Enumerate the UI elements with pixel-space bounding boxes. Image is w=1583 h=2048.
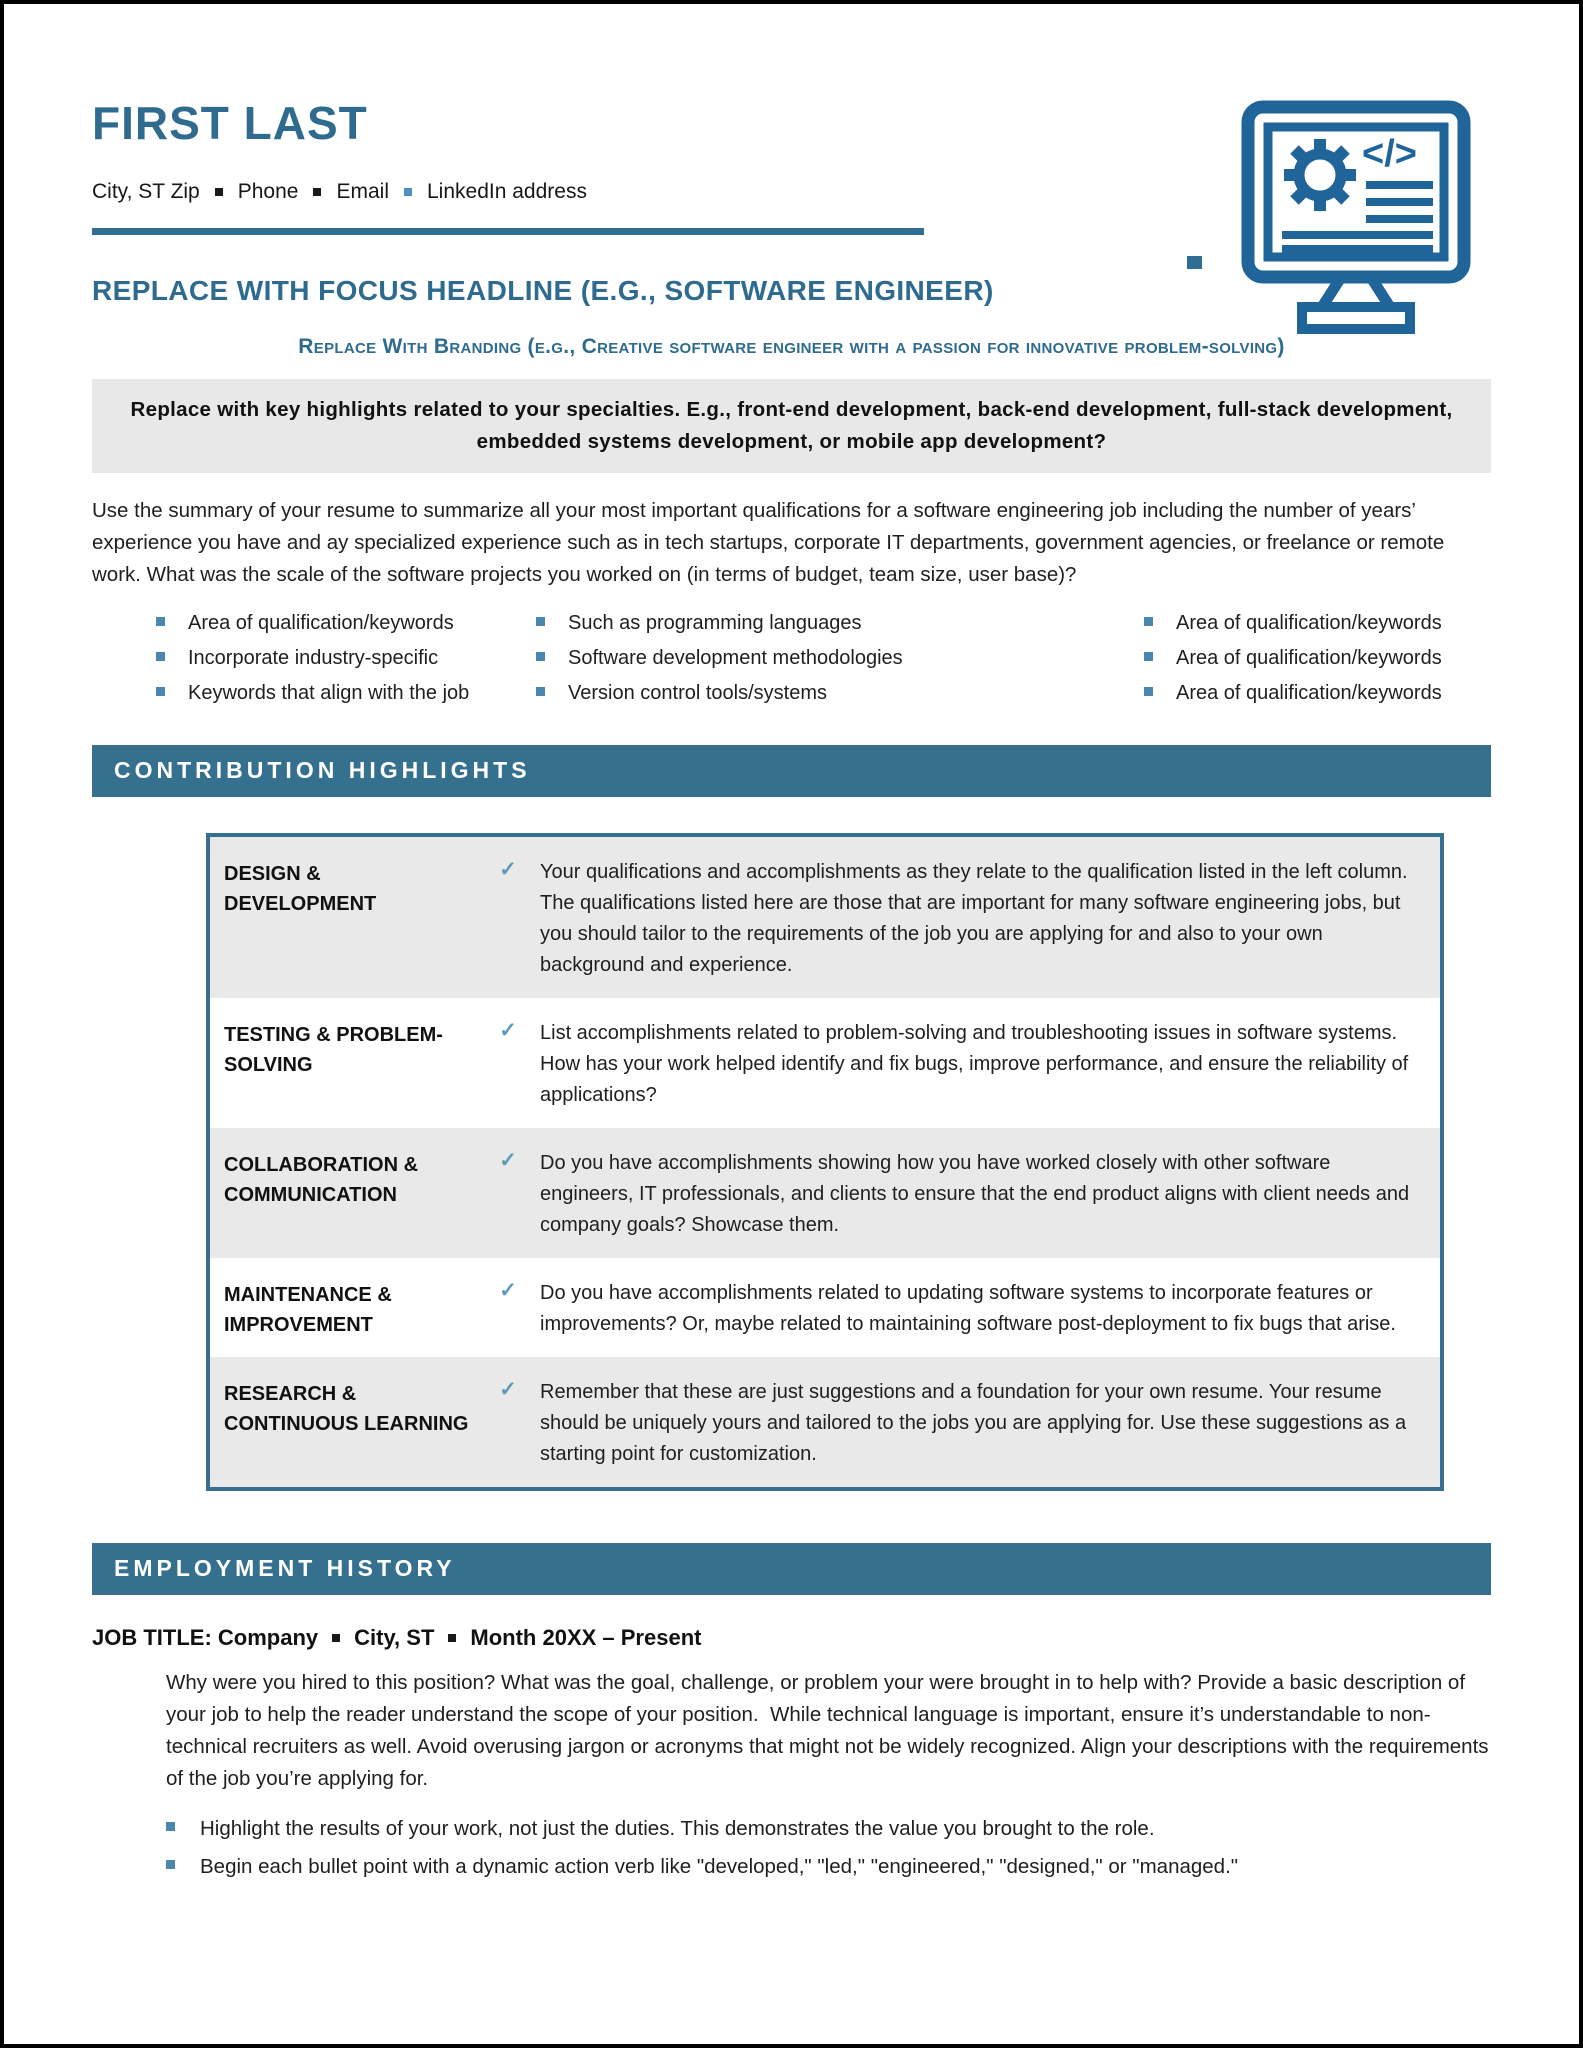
contact-email: Email [336, 180, 389, 203]
contact-phone: Phone [237, 180, 299, 203]
square-separator-icon [313, 188, 321, 196]
list-item [156, 680, 536, 706]
bullet-square-icon [156, 652, 165, 661]
square-separator-icon [332, 1634, 340, 1642]
row-description: Do you have accomplishments related to updating software systems to incorporate features or improvements? Or, maybe related to maintaining software post-deployment to fix bugs that arise. [540, 1281, 1396, 1335]
bullet-square-icon [1144, 652, 1153, 661]
keyword-text: Such as programming languages [568, 611, 862, 634]
keyword-text: Area of qualification/keywords [1176, 646, 1442, 669]
list-item [156, 645, 536, 671]
bullet-square-icon [1144, 687, 1153, 696]
keyword-column [1144, 610, 1491, 715]
list-item [156, 610, 536, 636]
bullet-text: Highlight the results of your work, not just the duties. This demonstrates the value you brought to the role. [200, 1817, 1155, 1841]
keyword-text: Keywords that align with the job [188, 681, 470, 704]
square-separator-icon [448, 1634, 456, 1642]
list-item [1144, 680, 1491, 706]
software-development-monitor-icon [1240, 99, 1472, 339]
bullet-square-icon [536, 617, 545, 626]
bullet-square-icon [156, 687, 165, 696]
row-description: Do you have accomplishments showing how you have worked closely with other software engineers, IT professionals, and clients to ensure that the end product aligns with client needs and company goals? Showcase them. [540, 1151, 1410, 1236]
section-header-employment-history: EMPLOYMENT HISTORY [92, 1543, 1491, 1595]
bullet-square-icon [166, 1822, 175, 1831]
list-item [536, 645, 1144, 671]
job-dates: Month 20XX – Present [470, 1624, 702, 1650]
job-location: City, ST [354, 1624, 435, 1650]
list-item [166, 1815, 1491, 1843]
row-description: Your qualifications and accomplishments as they relate to the qualification listed in the left column. The qualifications listed here are those that are important for many software engineering jobs, but you should tailor to the requirements of the job you are applying for and also to your own background and experience. [540, 860, 1408, 976]
key-highlights-box: Replace with key highlights related to your specialties. E.g., front-end development, back-end development, full-stack development, embedded systems development, or mobile app development? [92, 379, 1491, 473]
job-description: Why were you hired to this position? What was the goal, challenge, or problem your were brought in to help with? Provide a basic description of your job to help the reader understand the scope of your position. While technical language is important, ensure it’s understandable to non-technical recruiters as well. Avoid overusing jargon or acronyms that might not be widely recognized. Align your descriptions with the requirements of the job you’re applying for. [166, 1670, 1495, 1791]
header-divider [92, 228, 924, 235]
keyword-text: Version control tools/systems [568, 681, 827, 704]
check-icon: ✓ [499, 1377, 517, 1401]
keyword-text: Software development methodologies [568, 646, 903, 669]
row-description: List accomplishments related to problem-solving and troubleshooting issues in software systems. How has your work helped identify and fix bugs, improve performance, and ensure the reliability of applications? [540, 1021, 1409, 1106]
keyword-text: Incorporate industry-specific [188, 646, 439, 669]
table-row [210, 837, 1440, 998]
job-title-company: JOB TITLE: Company [92, 1624, 319, 1650]
list-item [536, 610, 1144, 636]
branding-statement: Replace With Branding (e.g., Creative software engineer with a passion for innovative problem-solving) [298, 335, 1285, 358]
contact-city: City, ST Zip [92, 180, 200, 203]
list-item [1144, 610, 1491, 636]
section-header-contribution-highlights: CONTRIBUTION HIGHLIGHTS [92, 745, 1491, 797]
check-icon: ✓ [499, 1278, 517, 1302]
bullet-square-icon [536, 652, 545, 661]
job-title-line [92, 1625, 1491, 1651]
row-term: MAINTENANCE & IMPROVEMENT [224, 1283, 392, 1336]
table-row [210, 998, 1440, 1128]
row-description: Remember that these are just suggestions and a foundation for your own resume. Your resume should be uniquely yours and tailored to the jobs you are applying for. Use these suggestions as a starting point for customization. [540, 1380, 1407, 1465]
keyword-column [536, 610, 1144, 715]
candidate-name: FIRST LAST [92, 97, 368, 149]
check-icon: ✓ [499, 857, 517, 881]
check-icon: ✓ [499, 1148, 517, 1172]
list-item [536, 680, 1144, 706]
code-glyph: </> [1362, 133, 1417, 175]
check-icon: ✓ [499, 1018, 517, 1042]
bullet-text: Begin each bullet point with a dynamic action verb like "developed," "led," "engineered," "designed," or "managed." [200, 1855, 1239, 1879]
row-term: DESIGN & DEVELOPMENT [224, 862, 377, 915]
focus-headline: REPLACE WITH FOCUS HEADLINE (E.G., SOFTWARE ENGINEER) [92, 275, 994, 306]
row-term: COLLABORATION & COMMUNICATION [224, 1153, 419, 1206]
bullet-square-icon [1144, 617, 1153, 626]
divider-end-square [1187, 256, 1202, 269]
square-separator-icon [404, 188, 412, 196]
bullet-square-icon [166, 1860, 175, 1869]
table-row [210, 1128, 1440, 1258]
bullet-square-icon [156, 617, 165, 626]
page-content [4, 96, 1579, 1881]
job-bullet-list [166, 1815, 1491, 1880]
summary-paragraph: Use the summary of your resume to summarize all your most important qualifications for a software engineering job including the number of years’ experience you have and ay specialized experience such as in tech startups, corporate IT departments, government agencies, or freelance or remote work. What was the scale of the software projects you worked on (in terms of budget, team size, user base)? [92, 498, 1445, 587]
table-row [210, 1357, 1440, 1487]
contribution-table [206, 833, 1444, 1491]
keyword-text: Area of qualification/keywords [1176, 681, 1442, 704]
square-separator-icon [215, 188, 223, 196]
list-item [1144, 645, 1491, 671]
keyword-text: Area of qualification/keywords [188, 611, 454, 634]
row-term: RESEARCH & CONTINUOUS LEARNING [224, 1382, 469, 1435]
table-row [210, 1258, 1440, 1357]
contact-linkedin: LinkedIn address [427, 180, 587, 203]
keyword-columns [92, 610, 1491, 715]
keyword-column [156, 610, 536, 715]
keyword-text: Area of qualification/keywords [1176, 611, 1442, 634]
list-item [166, 1853, 1491, 1881]
row-term: TESTING & PROBLEM-SOLVING [224, 1023, 443, 1076]
bullet-square-icon [536, 687, 545, 696]
